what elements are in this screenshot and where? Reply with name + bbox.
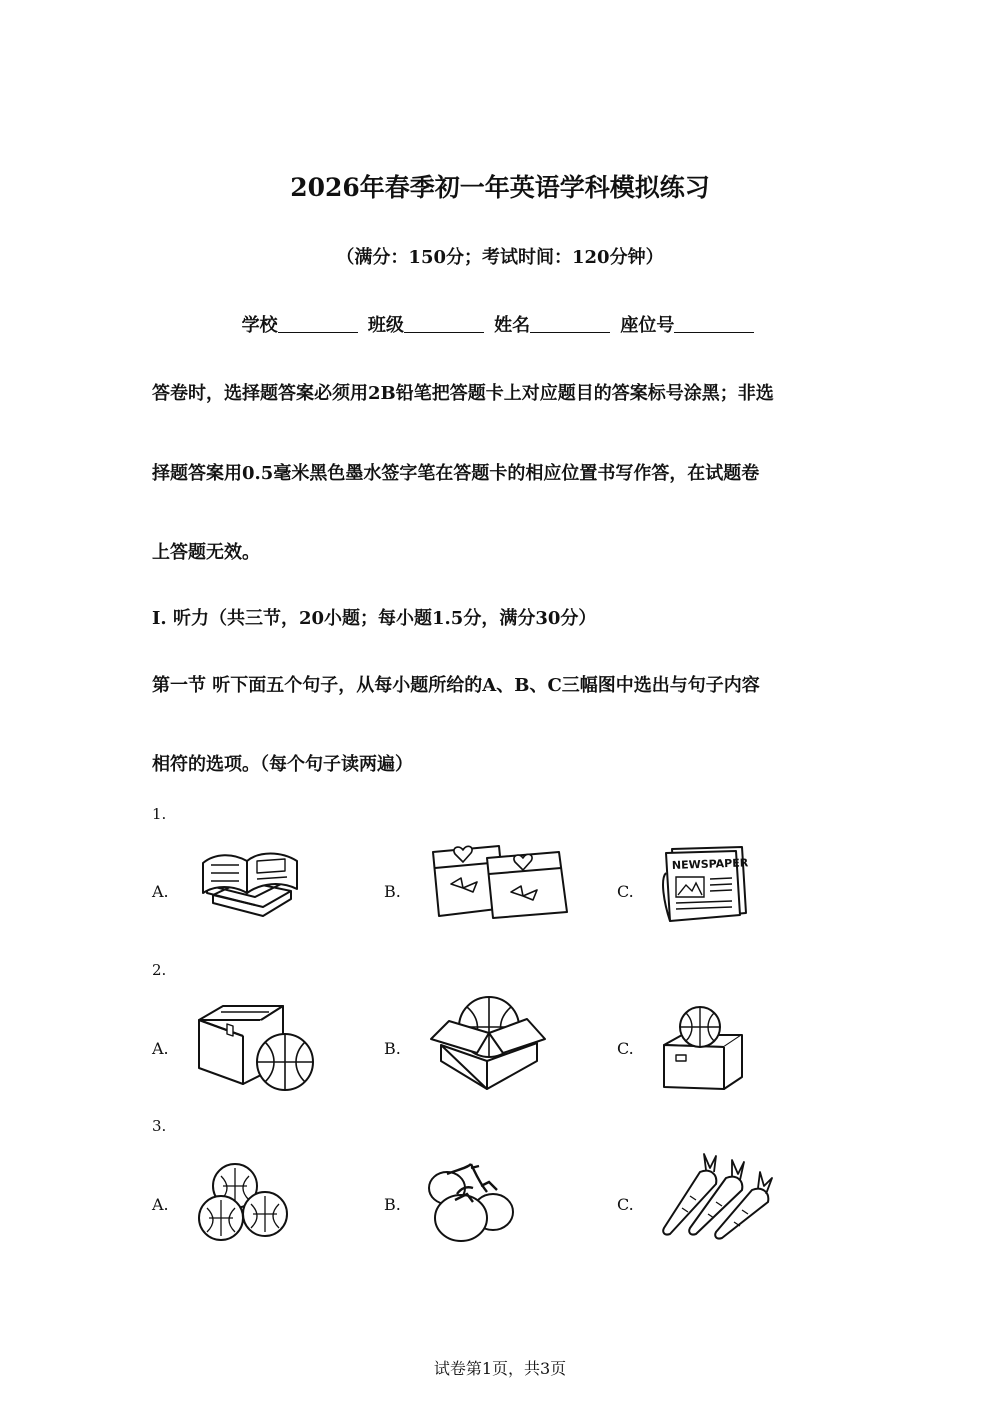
option-label-b[interactable]: B.: [384, 1039, 401, 1058]
option-label-c[interactable]: C.: [617, 1195, 634, 1214]
option-label-c[interactable]: C.: [617, 1039, 634, 1058]
part-line-1: 第一节 听下面五个句子，从每小题所给的A、B、C三幅图中选出与句子内容: [152, 675, 760, 696]
cabbages-icon: [193, 1160, 293, 1244]
school-label: 学校: [241, 315, 278, 336]
books-icon: [193, 843, 303, 923]
option-label-b[interactable]: B.: [384, 1195, 401, 1214]
part-line-2: 相符的选项。（每个句子读两遍）: [152, 754, 413, 775]
page-title: 2026年春季初一年英语学科模拟练习: [290, 173, 710, 202]
section-heading: Ⅰ. 听力（共三节，20小题；每小题1.5分，满分30分）: [152, 608, 597, 629]
seat-blank[interactable]: [674, 314, 754, 333]
ball-on-box-icon: [660, 1005, 745, 1095]
cards-icon: [427, 838, 577, 922]
page-footer: 试卷第1页，共3页: [433, 1359, 567, 1378]
school-blank[interactable]: [278, 314, 358, 333]
name-blank[interactable]: [530, 314, 610, 333]
carrots-icon: [660, 1150, 780, 1242]
ball-in-box-icon: [427, 995, 547, 1091]
newspaper-masthead: NEWSPAPER: [671, 856, 749, 872]
tomatoes-icon: [427, 1160, 517, 1244]
instruction-line-1: 答卷时，选择题答案必须用2B铅笔把答题卡上对应题目的答案标号涂黑；非选: [152, 383, 774, 404]
option-label-a[interactable]: A.: [152, 1195, 169, 1214]
class-label: 班级: [367, 315, 404, 336]
instruction-line-3: 上答题无效。: [152, 542, 260, 563]
option-label-a[interactable]: A.: [152, 1039, 169, 1058]
exam-info: （满分：150分；考试时间：120分钟）: [336, 247, 664, 268]
seat-label: 座位号: [620, 315, 675, 336]
question-number: 3.: [152, 1117, 167, 1135]
ball-beside-box-icon: [193, 1002, 318, 1094]
question-number: 1.: [152, 805, 167, 823]
class-blank[interactable]: [404, 314, 484, 333]
student-info-fields: [0, 311, 1000, 337]
question-number: 2.: [152, 961, 167, 979]
instruction-line-2: 择题答案用0.5毫米黑色墨水签字笔在答题卡的相应位置书写作答，在试题卷: [152, 463, 760, 484]
option-label-a[interactable]: A.: [152, 882, 169, 901]
option-label-c[interactable]: C.: [617, 882, 634, 901]
name-label: 姓名: [494, 315, 531, 336]
newspaper-icon: [660, 843, 750, 923]
option-label-b[interactable]: B.: [384, 882, 401, 901]
